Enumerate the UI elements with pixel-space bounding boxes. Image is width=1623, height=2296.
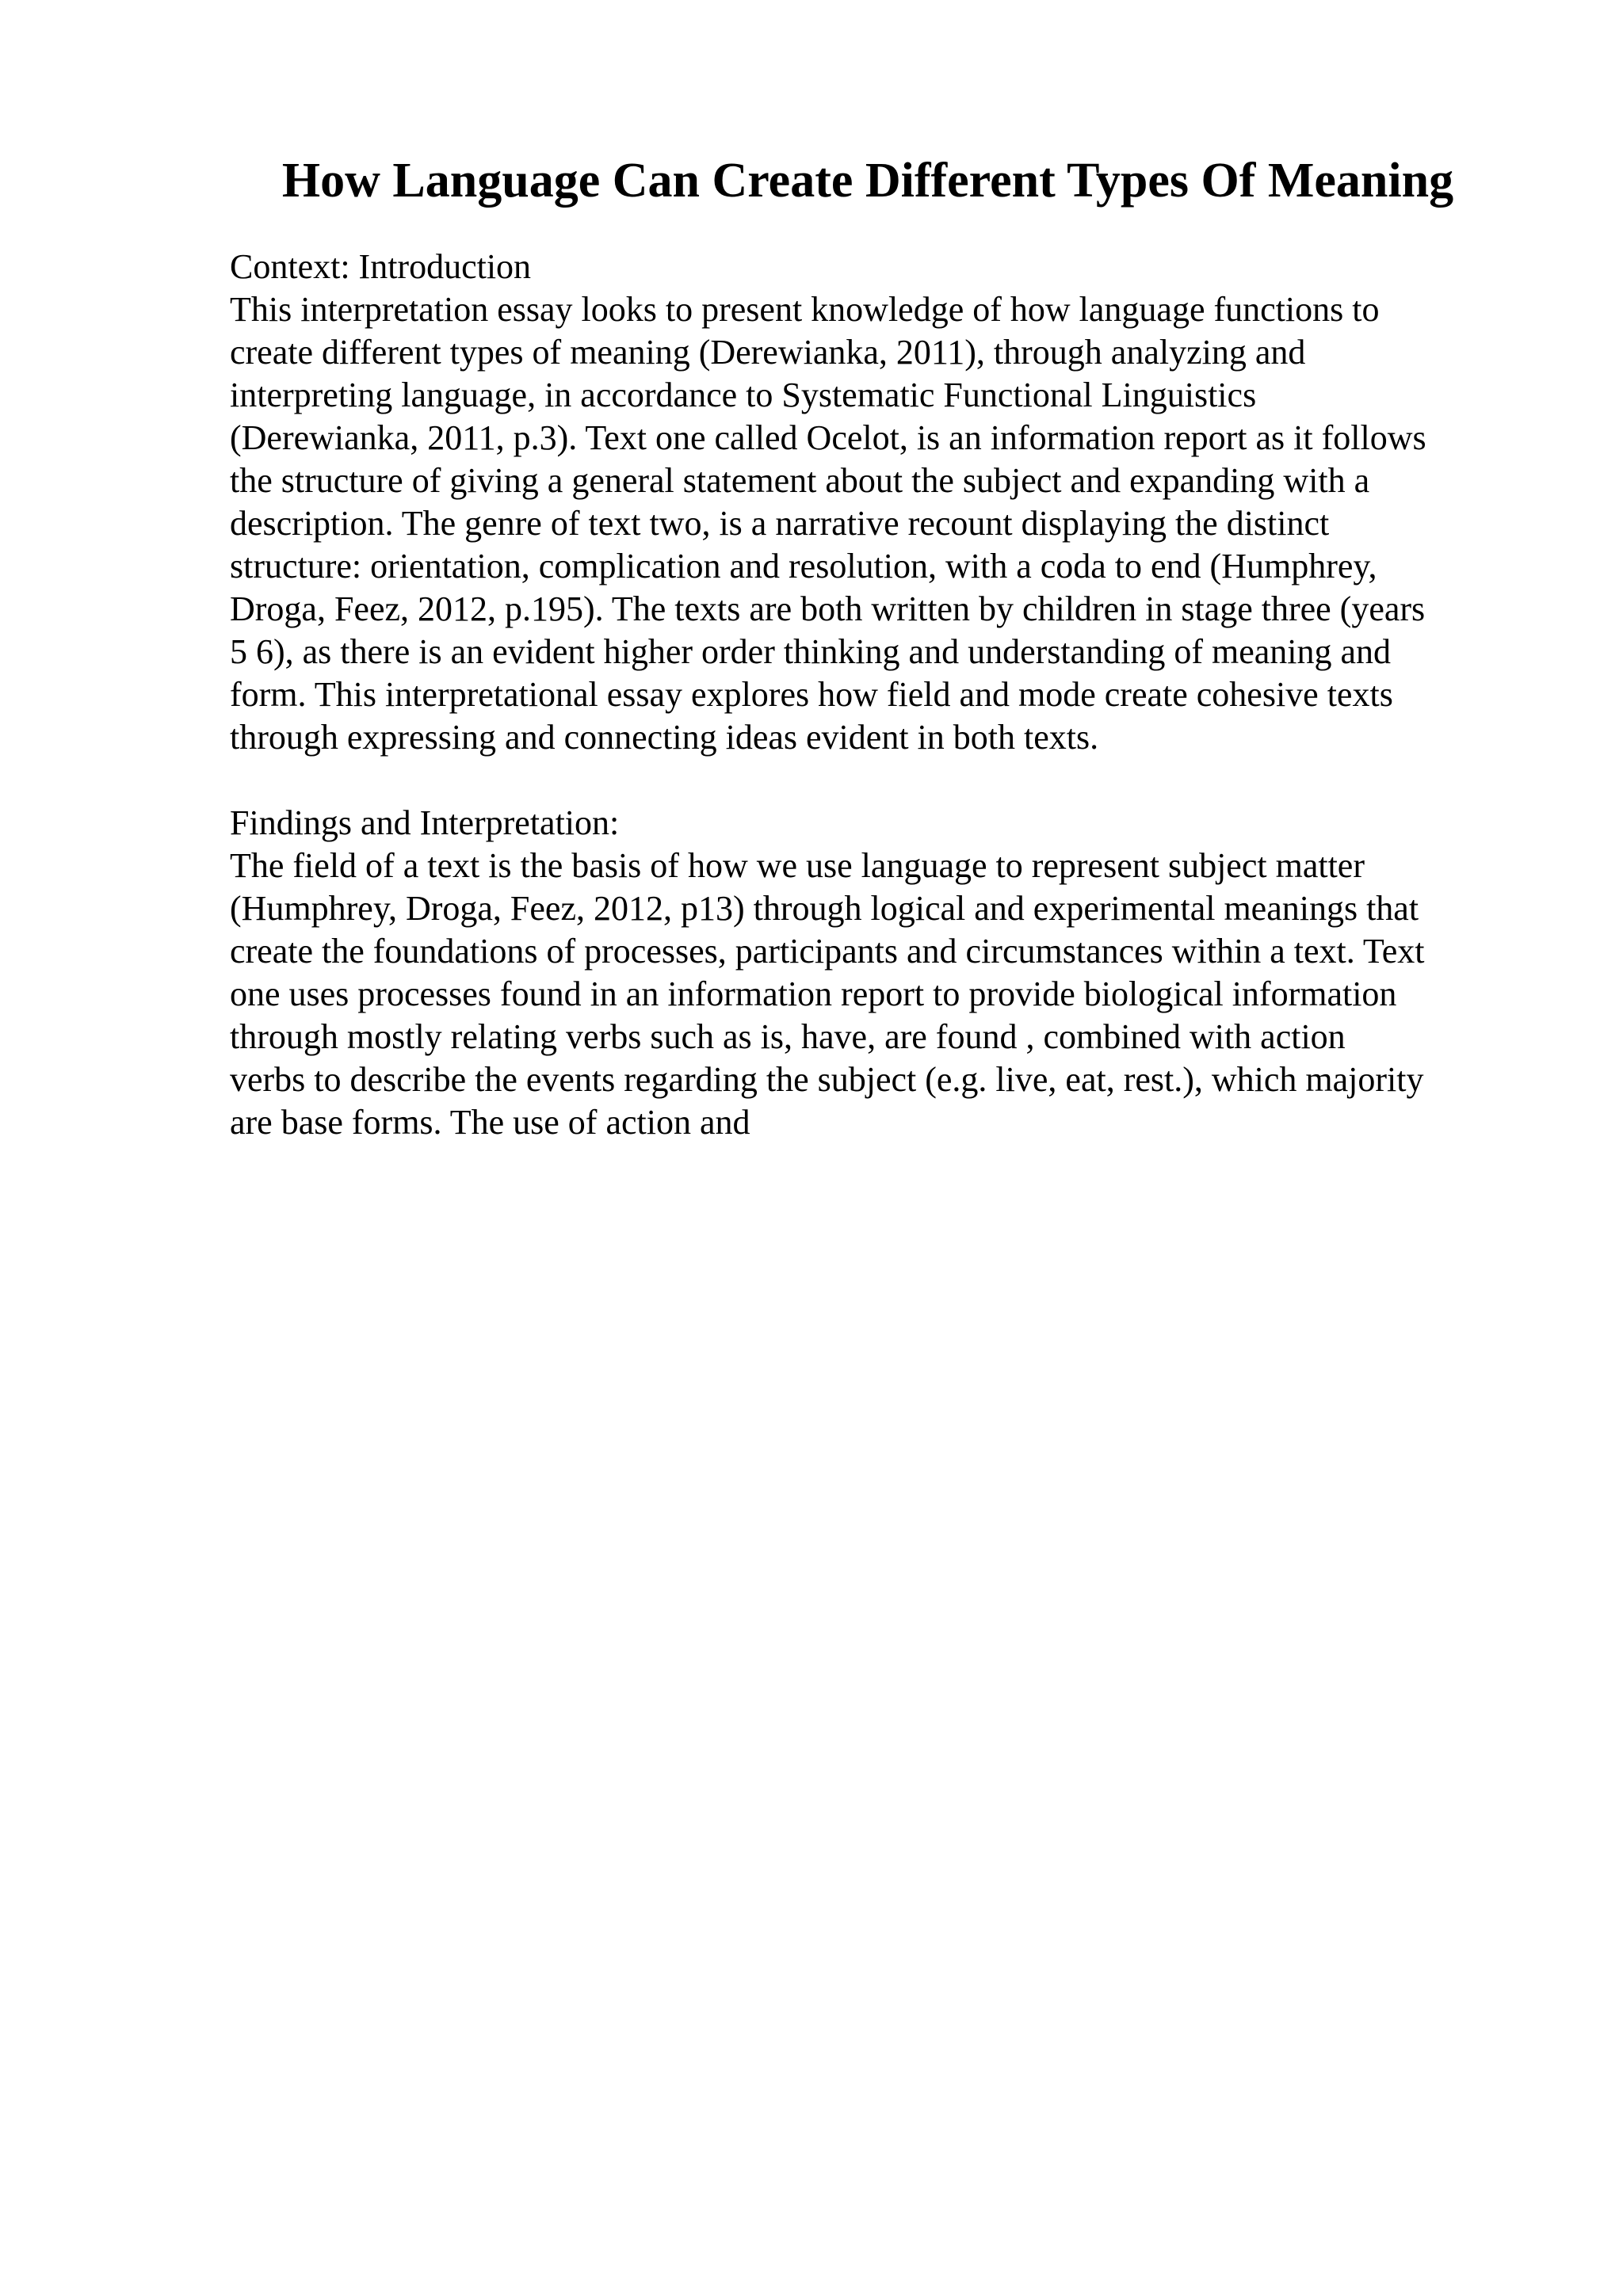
paragraph-line: are base forms. The use of action and	[230, 1103, 750, 1142]
paragraph-line: form. This interpretational essay explores how field and mode create cohesive texts	[230, 675, 1393, 714]
paragraph-line: description. The genre of text two, is a narrative recount displaying the distinct	[230, 504, 1330, 543]
paragraph-line: interpreting language, in accordance to Systematic Functional Linguistics	[230, 376, 1257, 414]
paragraph-line: (Derewianka, 2011, p.3). Text one called Ocelot, is an information report as it follows	[230, 418, 1426, 457]
paragraph-line: verbs to describe the events regarding the subject (e.g. live, eat, rest.), which majority	[230, 1060, 1424, 1099]
paragraph-line: Droga, Feez, 2012, p.195). The texts are both written by children in stage three (years	[230, 589, 1426, 628]
paragraph-line: one uses processes found in an information report to provide biological information	[230, 974, 1397, 1013]
paragraph-line: create the foundations of processes, participants and circumstances within a text. Text	[230, 932, 1425, 971]
section-introduction	[230, 246, 1529, 759]
paragraph-line: structure: orientation, complication and resolution, with a coda to end (Humphrey,	[230, 547, 1377, 585]
paragraph-line: 5 6), as there is an evident higher order thinking and understanding of meaning and	[230, 632, 1392, 671]
section-heading: Findings and Interpretation:	[230, 803, 620, 842]
section-findings	[230, 802, 1529, 1144]
paragraph-line: the structure of giving a general statement about the subject and expanding with a	[230, 461, 1370, 500]
paragraph-line: through expressing and connecting ideas evident in both texts.	[230, 718, 1099, 757]
paragraph-line: through mostly relating verbs such as is, have, are found , combined with action	[230, 1017, 1346, 1056]
paragraph-line: This interpretation essay looks to present knowledge of how language functions to	[230, 290, 1380, 329]
section-heading: Context: Introduction	[230, 247, 532, 286]
paragraph-line: create different types of meaning (Derewianka, 2011), through analyzing and	[230, 333, 1306, 372]
paragraph-line: The field of a text is the basis of how we use language to represent subject matter	[230, 846, 1365, 885]
page-title: How Language Can Create Different Types Of Meaning	[281, 154, 1454, 208]
paragraph-line: (Humphrey, Droga, Feez, 2012, p13) through logical and experimental meanings that	[230, 889, 1419, 928]
